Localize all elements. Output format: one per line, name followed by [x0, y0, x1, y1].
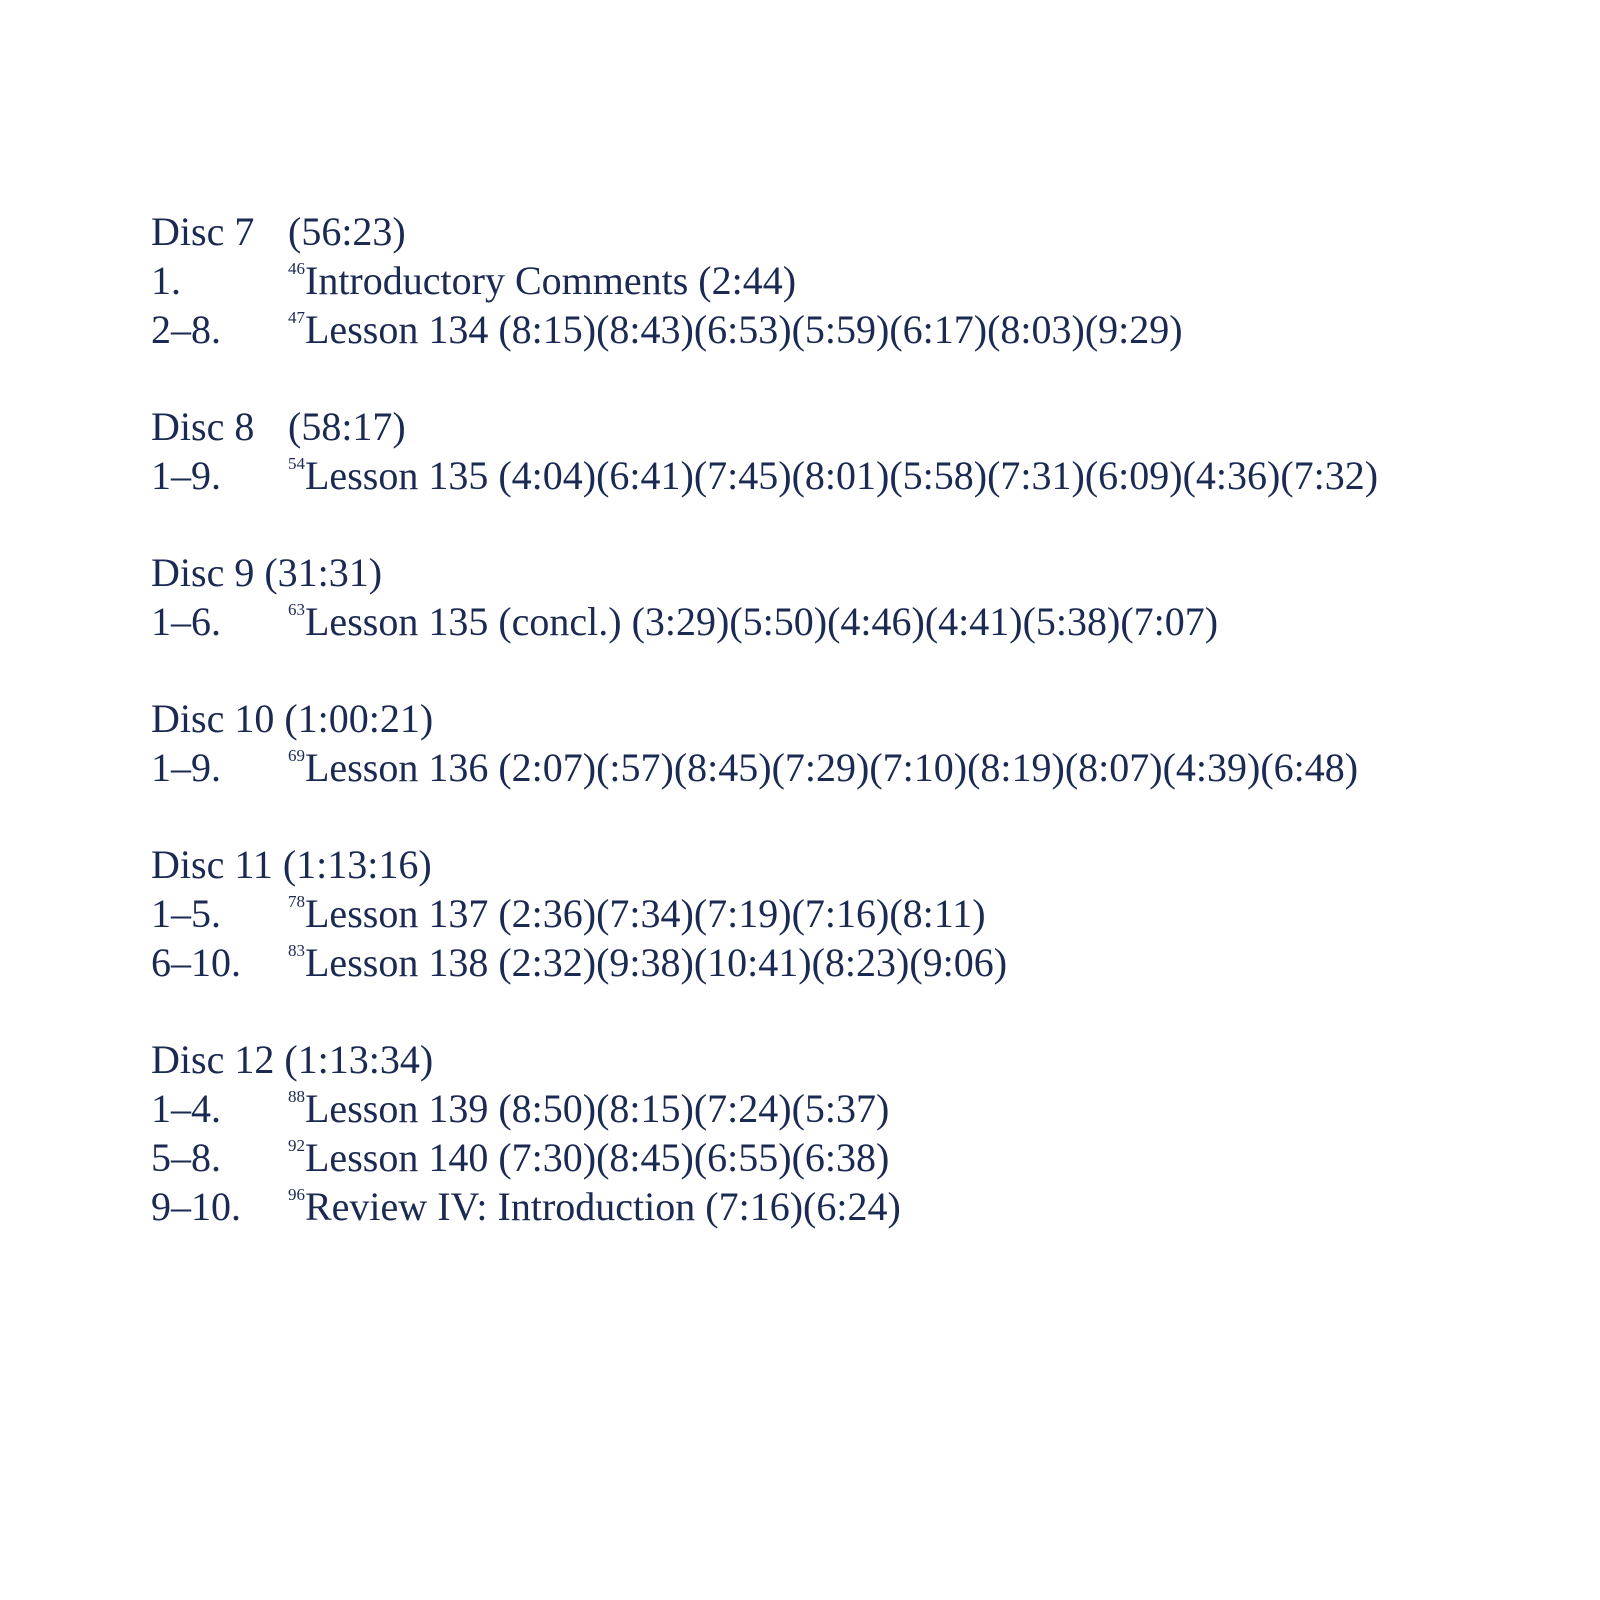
track-number: 1–9. — [151, 745, 221, 790]
track-number: 1. — [151, 258, 181, 303]
disc-section — [151, 207, 1551, 354]
track-row — [151, 743, 1551, 792]
page-reference: 47 — [288, 307, 305, 327]
track-row — [151, 938, 1551, 987]
disc-label: Disc 8 — [151, 404, 255, 449]
page-reference: 46 — [288, 258, 305, 278]
disc-duration: (1:13:16) — [282, 842, 432, 887]
disc-label: Disc 7 — [151, 209, 255, 254]
track-number: 1–6. — [151, 599, 221, 644]
disc-header — [151, 1035, 1551, 1084]
track-listing — [151, 207, 1551, 1279]
track-number: 9–10. — [151, 1184, 241, 1229]
track-row — [151, 305, 1551, 354]
track-title: Review IV: Introduction (7:16)(6:24) — [305, 1184, 901, 1229]
track-title: Lesson 135 (concl.) (3:29)(5:50)(4:46)(4:41)(5:38)(7:07) — [305, 599, 1219, 644]
disc-label: Disc 12 — [151, 1037, 275, 1082]
track-title: Introductory Comments (2:44) — [305, 258, 797, 303]
disc-section — [151, 548, 1551, 646]
track-title: Lesson 134 (8:15)(8:43)(6:53)(5:59)(6:17)(8:03)(9:29) — [305, 307, 1183, 352]
track-number: 1–4. — [151, 1086, 221, 1131]
track-title: Lesson 136 (2:07)(:57)(8:45)(7:29)(7:10)(8:19)(8:07)(4:39)(6:48) — [305, 745, 1359, 790]
disc-duration: (31:31) — [264, 550, 383, 595]
disc-duration: (1:00:21) — [284, 696, 434, 741]
track-title: Lesson 139 (8:50)(8:15)(7:24)(5:37) — [305, 1086, 890, 1131]
disc-section — [151, 840, 1551, 987]
track-row — [151, 1084, 1551, 1133]
track-row — [151, 597, 1551, 646]
track-title: Lesson 137 (2:36)(7:34)(7:19)(7:16)(8:11) — [305, 891, 986, 936]
disc-section — [151, 1035, 1551, 1231]
disc-header — [151, 548, 1551, 597]
track-title: Lesson 140 (7:30)(8:45)(6:55)(6:38) — [305, 1135, 890, 1180]
disc-duration: (1:13:34) — [284, 1037, 434, 1082]
track-row — [151, 451, 1551, 500]
disc-duration: (58:17) — [288, 404, 406, 449]
track-row — [151, 1133, 1551, 1182]
track-title: Lesson 138 (2:32)(9:38)(10:41)(8:23)(9:06) — [305, 940, 1008, 985]
disc-header — [151, 207, 1551, 256]
page-reference: 78 — [288, 891, 305, 911]
disc-label: Disc 11 — [151, 842, 273, 887]
page-reference: 69 — [288, 745, 305, 765]
track-number: 6–10. — [151, 940, 241, 985]
track-row — [151, 256, 1551, 305]
track-number: 5–8. — [151, 1135, 221, 1180]
disc-header — [151, 402, 1551, 451]
track-number: 1–9. — [151, 453, 221, 498]
disc-section — [151, 402, 1551, 500]
disc-duration: (56:23) — [288, 209, 406, 254]
page-reference: 54 — [288, 453, 305, 473]
track-number: 2–8. — [151, 307, 221, 352]
page-reference: 88 — [288, 1086, 305, 1106]
track-row — [151, 1182, 1551, 1231]
page-reference: 92 — [288, 1135, 305, 1155]
disc-header — [151, 694, 1551, 743]
track-title: Lesson 135 (4:04)(6:41)(7:45)(8:01)(5:58)(7:31)(6:09)(4:36)(7:32) — [305, 453, 1379, 498]
disc-label: Disc 10 — [151, 696, 275, 741]
page-reference: 63 — [288, 599, 305, 619]
disc-header — [151, 840, 1551, 889]
track-row — [151, 889, 1551, 938]
page-reference: 83 — [288, 940, 305, 960]
disc-section — [151, 694, 1551, 792]
page-reference: 96 — [288, 1184, 305, 1204]
disc-label: Disc 9 — [151, 550, 255, 595]
track-number: 1–5. — [151, 891, 221, 936]
